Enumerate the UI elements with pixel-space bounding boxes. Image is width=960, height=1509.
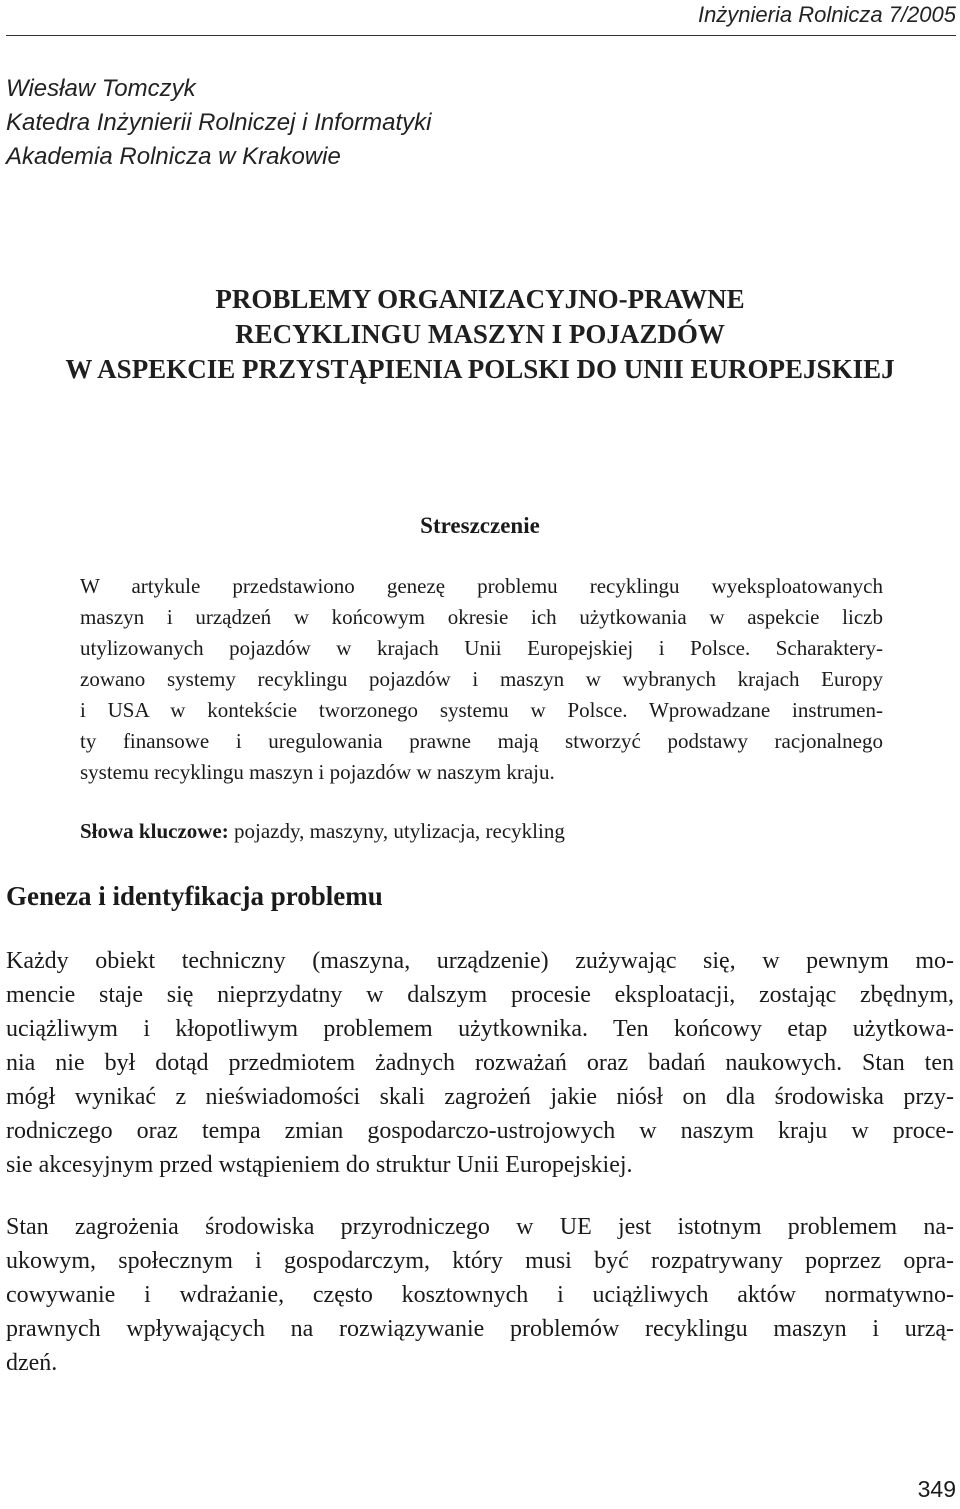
paragraph-line: cowywanie i wdrażanie, często kosztownych i uciążliwych aktów normatywno- [6, 1282, 954, 1308]
paragraph-line: ukowym, społecznym i gospodarczym, który musi być rozpatrywany poprzez opra- [6, 1248, 954, 1274]
header-rule [6, 35, 956, 36]
abstract-line: systemu recyklingu maszyn i pojazdów w naszym kraju. [80, 760, 555, 784]
author-block [6, 72, 432, 174]
abstract-line: i USA w kontekście tworzonego systemu w Polsce. Wprowadzane instrumen- [80, 698, 883, 722]
paragraph-line: sie akcesyjnym przed wstąpieniem do struktur Unii Europejskiej. [6, 1152, 633, 1178]
paragraph-line: prawnych wpływających na rozwiązywanie problemów recyklingu maszyn i urzą- [6, 1316, 954, 1342]
paragraph-line: nia nie był dotąd przedmiotem żadnych rozważań oraz badań naukowych. Stan ten [6, 1050, 954, 1076]
paragraph-line: mógł wynikać z nieświadomości skali zagrożeń jakie niósł on dla środowiska przy- [6, 1084, 954, 1110]
title-line: PROBLEMY ORGANIZACYJNO-PRAWNE [215, 284, 745, 314]
paragraph-line: Stan zagrożenia środowiska przyrodniczego w UE jest istotnym problemem na- [6, 1214, 954, 1240]
paragraph-line: rodniczego oraz tempa zmian gospodarczo-ustrojowych w naszym kraju w proce- [6, 1118, 954, 1144]
paragraph-line: Każdy obiekt techniczny (maszyna, urządzenie) zużywając się, w pewnym mo- [6, 948, 954, 974]
author-institution: Akademia Rolnicza w Krakowie [6, 143, 341, 170]
abstract-heading: Streszczenie [420, 513, 540, 538]
author-name: Wiesław Tomczyk [6, 75, 196, 102]
paragraph-line: uciążliwym i kłopotliwym problemem użytkownika. Ten końcowy etap użytkowa- [6, 1016, 954, 1042]
abstract-line: zowano systemy recyklingu pojazdów i maszyn w wybranych krajach Europy [80, 667, 883, 691]
keywords [80, 816, 565, 846]
abstract-line: maszyn i urządzeń w końcowym okresie ich użytkowania w aspekcie liczb [80, 605, 883, 629]
keywords-label: Słowa kluczowe: [80, 819, 229, 843]
abstract-line: W artykule przedstawiono genezę problemu recyklingu wyeksploatowanych [80, 574, 883, 598]
title-line: RECYKLINGU MASZYN I POJAZDÓW [235, 319, 725, 349]
paragraph-line: dzeń. [6, 1350, 58, 1376]
paragraph-line: mencie staje się nieprzydatny w dalszym procesie eksploatacji, zostając zbędnym, [6, 982, 954, 1008]
body-paragraph [6, 944, 954, 1182]
abstract-line: ty finansowe i uregulowania prawne mają stworzyć podstawy racjonalnego [80, 729, 883, 753]
paper-title [0, 282, 960, 387]
keywords-text: pojazdy, maszyny, utylizacja, recykling [228, 819, 565, 843]
abstract-line: utylizowanych pojazdów w krajach Unii Europejskiej i Polsce. Scharaktery- [80, 636, 883, 660]
abstract-body [80, 571, 883, 788]
running-head: Inżynieria Rolnicza 7/2005 [697, 2, 956, 27]
page-number: 349 [917, 1476, 956, 1502]
title-line: W ASPEKCIE PRZYSTĄPIENIA POLSKI DO UNII EUROPEJSKIEJ [65, 354, 895, 384]
author-department: Katedra Inżynierii Rolniczej i Informatyki [6, 109, 432, 136]
body-paragraph [6, 1210, 954, 1380]
section-heading: Geneza i identyfikacja problemu [6, 881, 383, 911]
